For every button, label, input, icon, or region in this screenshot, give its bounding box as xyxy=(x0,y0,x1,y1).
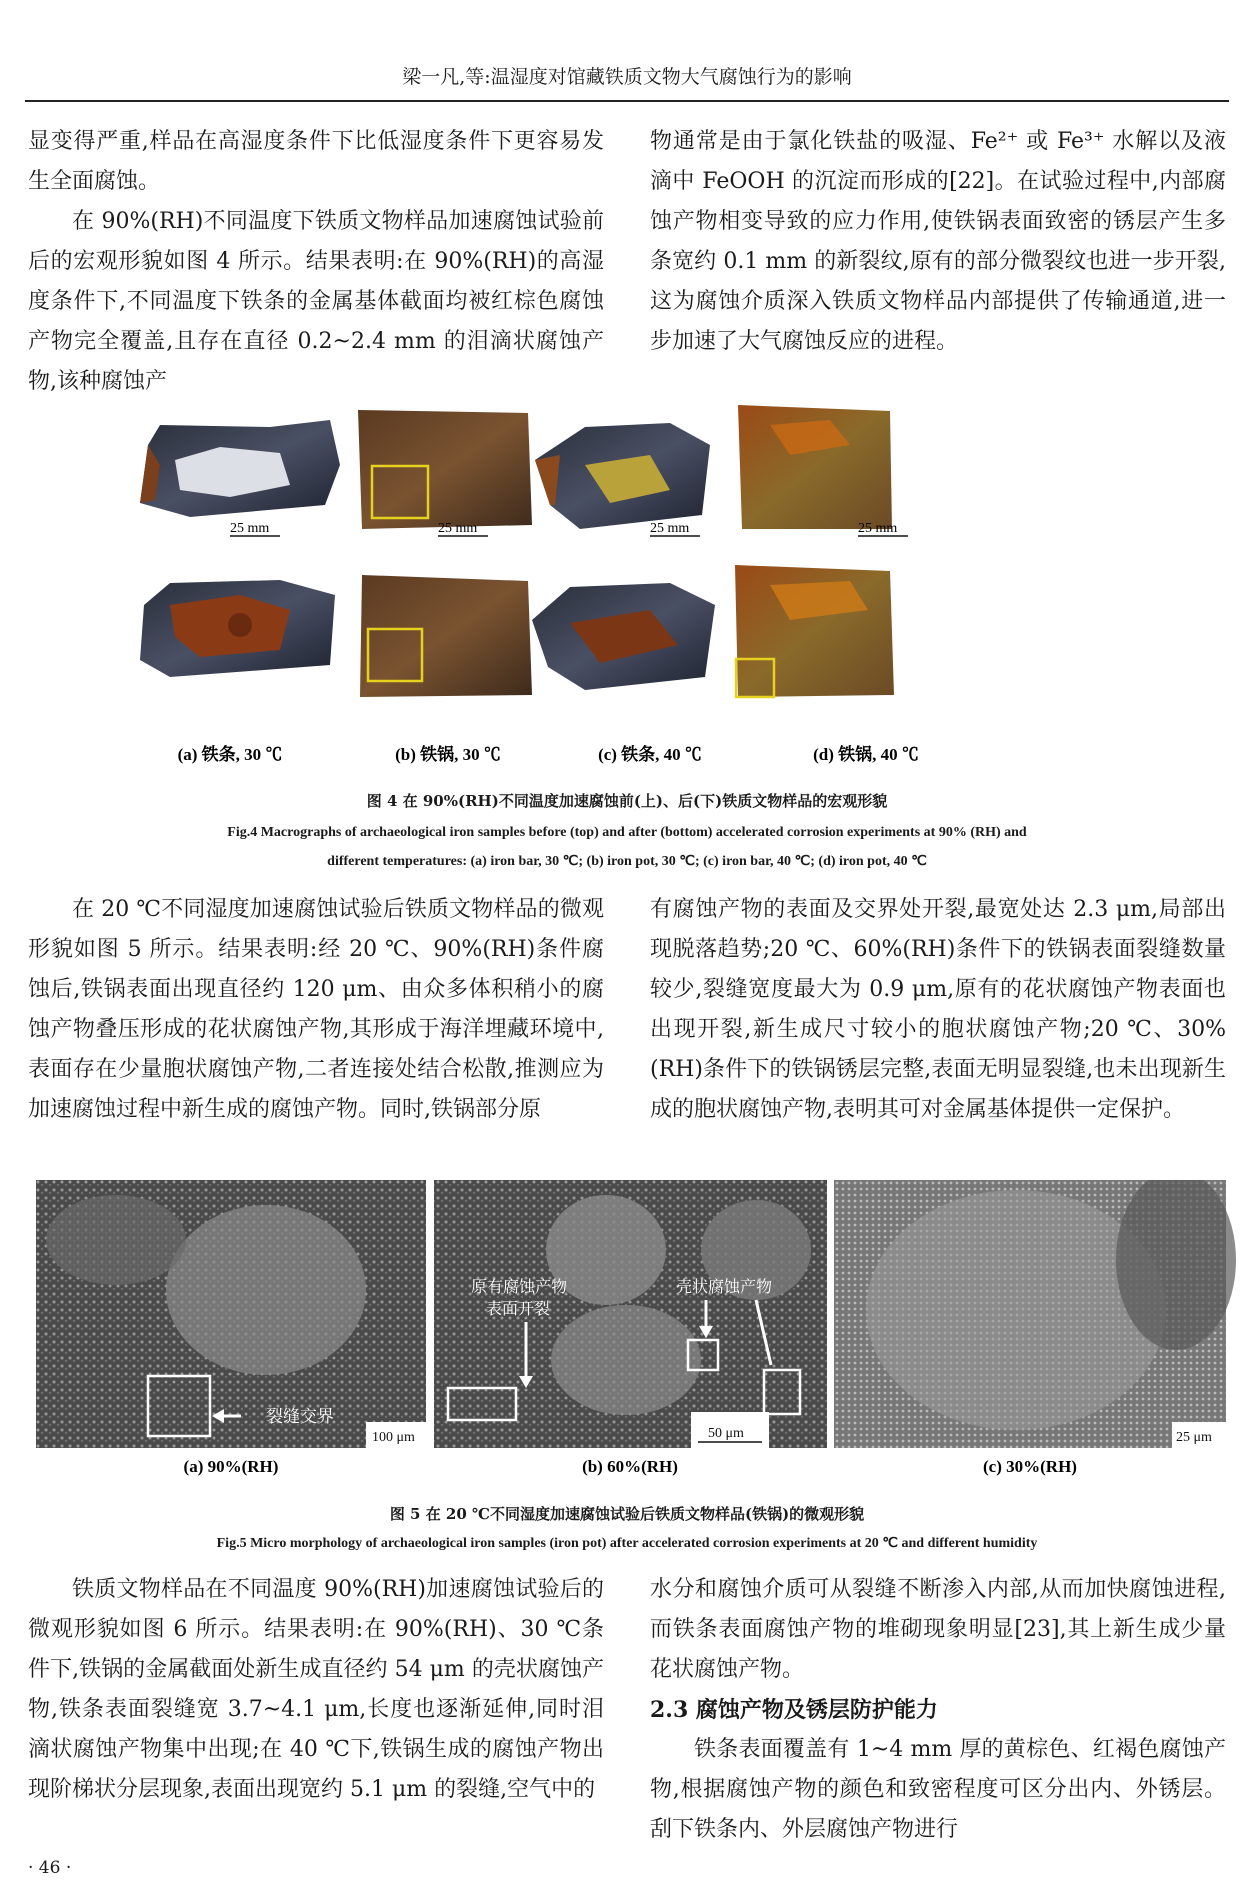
fig5-sub-label: (b) 60%(RH) xyxy=(582,1457,678,1476)
sem-image-c xyxy=(834,1180,1236,1448)
annotation-original-line1: 原有腐蚀产物 xyxy=(471,1277,568,1296)
annotation-crack-junction: 裂缝交界 xyxy=(266,1407,334,1427)
scale-bar-label: 25 mm xyxy=(858,521,898,536)
sample-d-after xyxy=(735,565,894,697)
section-heading: 2.3 腐蚀产物及锈层防护能力 xyxy=(650,1697,938,1723)
scale-bar-label: 100 μm xyxy=(372,1430,415,1445)
top-left-column xyxy=(28,122,604,402)
mid-right-column xyxy=(650,890,1226,1130)
bottom-right-column xyxy=(650,1570,1226,1850)
header-rule xyxy=(25,100,1229,102)
annotation-shell: 壳状腐蚀产物 xyxy=(676,1277,773,1296)
paragraph: 有腐蚀产物的表面及交界处开裂,最宽处达 2.3 μm,局部出现脱落趋势;20 ℃、60%(RH)条件下的铁锅表面裂缝数量较少,裂缝宽度最大为 0.9 μm,原有的花状腐蚀产物表面也出现开裂,新生成尺寸较小的胞状腐蚀产物;20 ℃、30%(RH)条件下的铁锅锈层完整,表面无明显裂缝,也未出现新生成的胞状腐蚀产物,表明其可对金属基体提供一定保护。 xyxy=(650,897,1226,1122)
fig4-sub-label: (b) 铁锅, 30 ℃ xyxy=(395,745,501,764)
scale-bar-label: 25 mm xyxy=(230,521,270,536)
scale-bar-label: 25 mm xyxy=(650,521,690,536)
paragraph: 物通常是由于氯化铁盐的吸湿、Fe²⁺ 或 Fe³⁺ 水解以及液滴中 FeOOH 的沉淀而形成的[22]。在试验过程中,内部腐蚀产物相变导致的应力作用,使铁锅表面致密的锈层产生多条宽约 0.1 mm 的新裂纹,原有的部分微裂纹也进一步开裂,这为腐蚀介质深入铁质文物样品内部提供了传输通道,进一步加速了大气腐蚀反应的进程。 xyxy=(650,129,1226,354)
sample-b-before xyxy=(358,410,532,529)
paragraph: 在 20 ℃不同湿度加速腐蚀试验后铁质文物样品的微观形貌如图 5 所示。结果表明:经 20 ℃、90%(RH)条件腐蚀后,铁锅表面出现直径约 120 μm、由众多体积稍小的腐蚀产物叠压形成的花状腐蚀产物,其形成于海洋埋藏环境中,表面存在少量胞状腐蚀产物,二者连接处结合松散,推测应为加速腐蚀过程中新生成的腐蚀产物。同时,铁锅部分原 xyxy=(28,897,604,1122)
sample-a-after xyxy=(140,580,335,677)
paragraph: 铁质文物样品在不同温度 90%(RH)加速腐蚀试验后的微观形貌如图 6 所示。结果表明:在 90%(RH)、30 ℃条件下,铁锅的金属截面处新生成直径约 54 μm 的壳状腐蚀产物,铁条表面裂缝宽 3.7~4.1 μm,长度也逐渐延伸,同时泪滴状腐蚀产物集中出现;在 40 ℃下,铁锅生成的腐蚀产物出现阶梯状分层现象,表面出现宽约 5.1 μm 的裂缝,空气中的 xyxy=(28,1577,604,1802)
sem-image-a xyxy=(36,1180,426,1448)
paragraph: 显变得严重,样品在高湿度条件下比低湿度条件下更容易发生全面腐蚀。 xyxy=(28,129,604,194)
scale-bar-label: 25 mm xyxy=(438,521,478,536)
paragraph: 在 90%(RH)不同温度下铁质文物样品加速腐蚀试验前后的宏观形貌如图 4 所示。结果表明:在 90%(RH)的高湿度条件下,不同温度下铁条的金属基体截面均被红棕色腐蚀产物完全覆盖,且存在直径 0.2~2.4 mm 的泪滴状腐蚀产物,该种腐蚀产 xyxy=(28,209,604,394)
top-right-column xyxy=(650,122,1226,362)
figure-4 xyxy=(130,405,1120,765)
fig5-caption-en: Fig.5 Micro morphology of archaeological iron samples (iron pot) after accelerated corrosion experiments at 20 ℃ and different humidity xyxy=(216,1536,1038,1551)
sem-image-b xyxy=(434,1180,827,1448)
paragraph: 铁条表面覆盖有 1~4 mm 厚的黄棕色、红褐色腐蚀产物,根据腐蚀产物的颜色和致密程度可区分出内、外锈层。刮下铁条内、外层腐蚀产物进行 xyxy=(650,1737,1226,1842)
fig4-caption-en-2: different temperatures: (a) iron bar, 30 ℃; (b) iron pot, 30 ℃; (c) iron bar, 40 ℃; (d) iron pot, 40 ℃ xyxy=(327,854,927,869)
scale-bar-label: 50 μm xyxy=(708,1426,744,1441)
sample-c-before xyxy=(535,423,710,529)
fig4-caption-cn: 图 4 在 90%(RH)不同温度加速腐蚀前(上)、后(下)铁质文物样品的宏观形貌 xyxy=(366,792,888,810)
annotation-original-line2: 表面开裂 xyxy=(486,1299,551,1318)
scale-bar-label: 25 μm xyxy=(1176,1430,1212,1445)
figure-5 xyxy=(36,1180,1236,1480)
sample-a-before xyxy=(140,420,340,517)
fig4-sub-label: (d) 铁锅, 40 ℃ xyxy=(813,745,919,764)
sample-c-after xyxy=(532,583,715,690)
fig4-sub-label: (a) 铁条, 30 ℃ xyxy=(177,745,283,764)
page-number: · 46 · xyxy=(28,1858,72,1878)
fig5-sub-label: (c) 30%(RH) xyxy=(983,1457,1077,1476)
sample-b-after xyxy=(360,575,532,697)
paragraph: 水分和腐蚀介质可从裂缝不断渗入内部,从而加快腐蚀进程,而铁条表面腐蚀产物的堆砌现象明显[23],其上新生成少量花状腐蚀产物。 xyxy=(650,1577,1226,1682)
fig4-caption-en-1: Fig.4 Macrographs of archaeological iron samples before (top) and after (bottom) accelerated corrosion experiments at 90% (RH) and xyxy=(227,825,1027,840)
fig5-sub-label: (a) 90%(RH) xyxy=(183,1457,279,1476)
fig5-caption-cn: 图 5 在 20 ℃不同湿度加速腐蚀试验后铁质文物样品(铁锅)的微观形貌 xyxy=(389,1505,865,1523)
fig4-sub-label: (c) 铁条, 40 ℃ xyxy=(598,745,702,764)
mid-left-column xyxy=(28,890,604,1130)
bottom-left-column xyxy=(28,1570,604,1810)
sample-d-before xyxy=(738,405,892,529)
running-header: 梁一凡,等:温湿度对馆藏铁质文物大气腐蚀行为的影响 xyxy=(402,66,852,88)
